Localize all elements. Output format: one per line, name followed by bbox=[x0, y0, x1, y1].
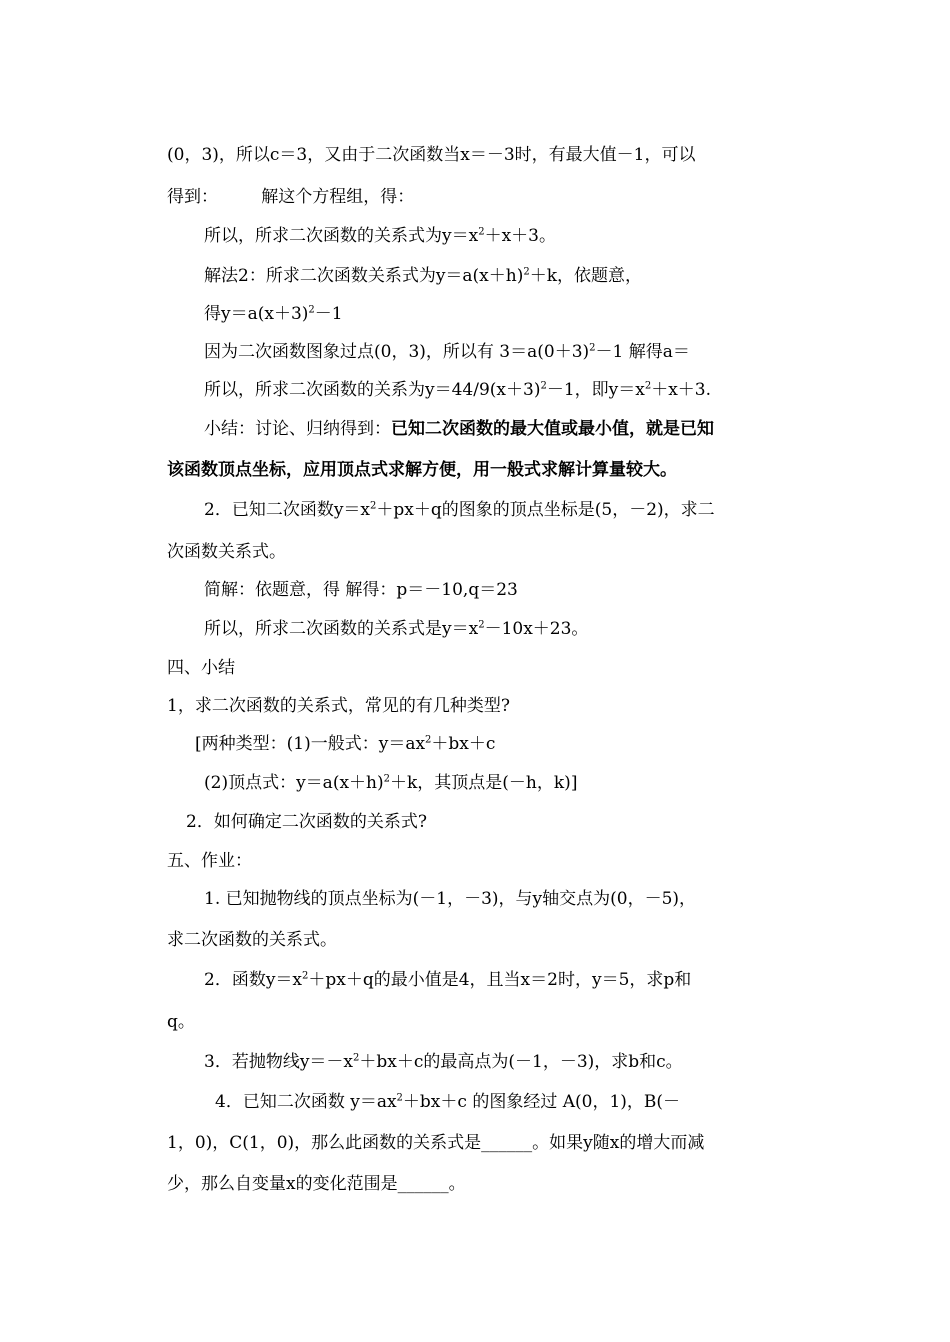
text-line-26: 1，0)，C(1，0)，那么此函数的关系式是______。如果y随x的增大而减 bbox=[167, 1133, 705, 1153]
text-line-3: 所以，所求二次函数的关系式为$y=x^2+x+3$。 bbox=[204, 226, 556, 246]
text-line-21: 求二次函数的关系式。 bbox=[167, 930, 337, 950]
text-line-15: 1，求二次函数的关系式，常见的有几种类型? bbox=[167, 696, 510, 716]
text-line-22: 2．函数$y=x^2+px+q$的最小值是4，且当x＝2时，y＝5，求p和 bbox=[204, 970, 692, 990]
text-line-1: (0，3)，所以c＝3，又由于二次函数当x＝－3时，有最大值－1，可以 bbox=[167, 145, 696, 165]
text-line-7: 所以，所求二次函数的关系为$y=44/9(x+3)^2-1$，即$y=x^2+x+3$. bbox=[204, 380, 712, 400]
text-line-12: 简解：依题意，得 解得：p＝－10,q＝23 bbox=[204, 580, 518, 600]
text-line-25: 4．已知二次函数 $y=ax^2+bx+c$ 的图象经过 A(0，1)，B(－ bbox=[215, 1092, 681, 1112]
section-heading-summary: 四、小结 bbox=[167, 658, 235, 678]
text-line-13: 所以，所求二次函数的关系式是$y=x^2-10x+23$。 bbox=[204, 619, 589, 639]
text-line-10: 2．已知二次函数$y=x^2+px+q$的图象的顶点坐标是(5，－2)，求二 bbox=[204, 500, 715, 520]
text-line-24: 3．若抛物线$y=-x^2+bx+c$的最高点为(－1，－3)，求b和c。 bbox=[204, 1052, 683, 1072]
text-line-27: 少，那么自变量x的变化范围是______。 bbox=[167, 1174, 466, 1194]
text-line-11: 次函数关系式。 bbox=[167, 542, 286, 562]
text-line-9: 该函数顶点坐标，应用顶点式求解方便，用一般式求解计算量较大。 bbox=[167, 460, 677, 480]
text-line-20: 1. 已知抛物线的顶点坐标为(－1，－3)，与y轴交点为(0，－5)， bbox=[204, 889, 697, 909]
text-line-16: [两种类型：(1)一般式：$y=ax^2+bx+c$ bbox=[195, 734, 496, 754]
section-heading-homework: 五、作业： bbox=[167, 851, 252, 871]
text-line-23: q。 bbox=[167, 1012, 195, 1032]
text-line-4: 解法2：所求二次函数关系式为$y=a(x+h)^2+k$，依题意， bbox=[204, 266, 643, 286]
text-line-5: 得$y=a(x+3)^2-1$ bbox=[204, 304, 343, 324]
text-line-6: 因为二次函数图象过点(0，3)，所以有 $3=a(0+3)^2-1$ 解得a＝ bbox=[204, 342, 690, 362]
text-line-2: 得到： 解这个方程组，得： bbox=[167, 187, 415, 207]
text-line-18: 2．如何确定二次函数的关系式? bbox=[186, 812, 427, 832]
text-line-8: 小结：讨论、归纳得到：已知二次函数的最大值或最小值，就是已知 bbox=[204, 419, 714, 439]
text-line-17: (2)顶点式：$y=a(x+h)^2+k$，其顶点是(－h，k)] bbox=[204, 773, 578, 793]
